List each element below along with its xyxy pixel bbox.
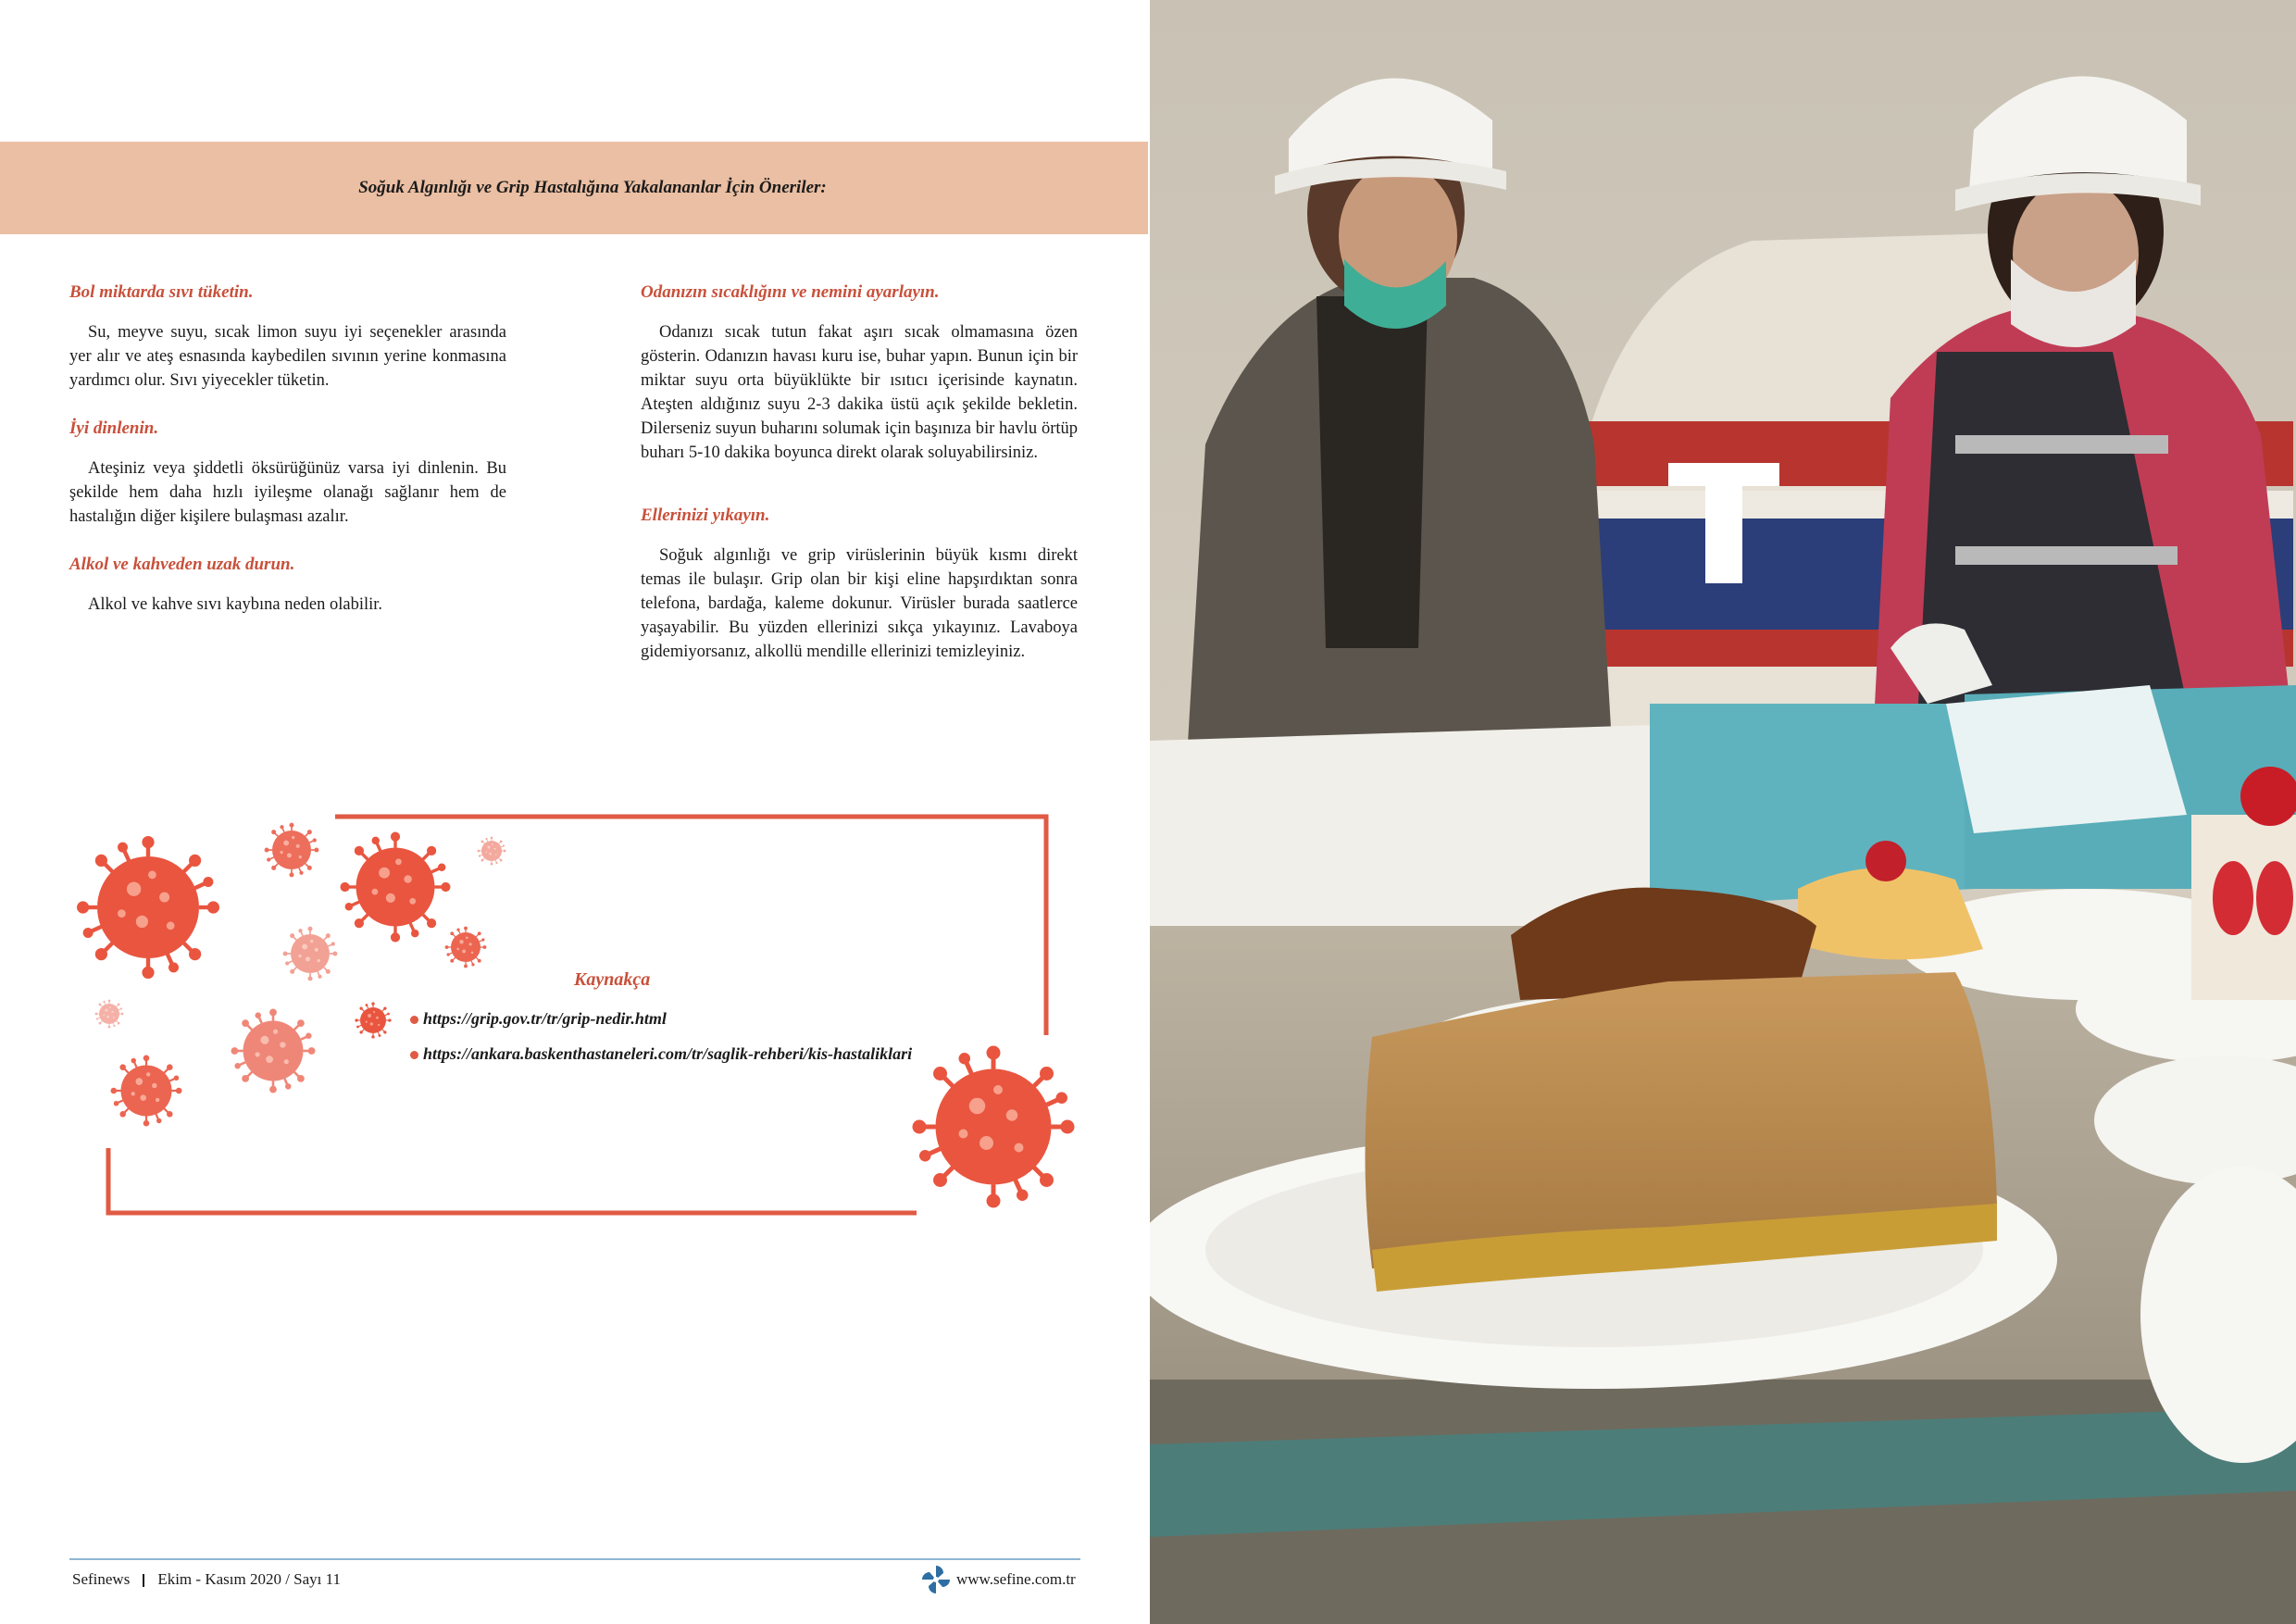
bullet-icon [410, 1051, 418, 1059]
tip-title: Odanızın sıcaklığını ve nemini ayarlayın. [641, 282, 940, 302]
tip-body: Odanızı sıcak tutun fakat aşırı sıcak olmamasına özen gösterin. Odanızın havası kuru ise, buhar yapın. Bunun için bir miktar suyu orta büyüklükte bir ısıtıcı içerisinde kaynatın. Ateşten aldığınız suyu 2-3 dakika üstü açık şekilde bekletin. Dilerseniz suyun buharını solumak için başınıza bir havlu örtüp buharı 5-10 dakika boyunca direkt olarak soluyabilirsiniz. [641, 323, 1078, 462]
footer-rule [69, 1558, 1080, 1560]
footer-left [72, 1570, 341, 1589]
reference-link[interactable]: https://ankara.baskenthastaneleri.com/tr/saglik-rehberi/kis-hastaliklari [423, 1044, 913, 1063]
footer-separator [143, 1574, 144, 1587]
virus-icon [347, 995, 403, 1051]
bullet-icon [410, 1016, 418, 1024]
photo-workers-cakes [1150, 0, 2296, 1624]
banner-title: Soğuk Algınlığı ve Grip Hastalığına Yakalananlar İçin Öneriler: [358, 178, 827, 197]
tip-title: İyi dinlenin. [69, 418, 159, 438]
tip-title: Ellerinizi yıkayın. [641, 506, 770, 525]
tip-body: Ateşiniz veya şiddetli öksürüğünüz varsa iyi dinlenin. Bu şekilde hem daha hızlı iyileşme olanağı sağlanır hem de hastalığın diğer kişilere bulaşması azalır. [69, 459, 506, 526]
sefine-logo-icon [919, 1563, 953, 1596]
reference-item[interactable] [410, 1006, 966, 1031]
references-title: Kaynakça [574, 969, 651, 990]
virus-icon [468, 829, 523, 884]
reference-item[interactable] [398, 1042, 935, 1067]
website-link[interactable]: www.sefine.com.tr [956, 1570, 1076, 1588]
reference-link[interactable]: https://grip.gov.tr/tr/grip-nedir.html [423, 1009, 667, 1028]
virus-cluster-icon [65, 815, 343, 1148]
virus-icon [435, 921, 500, 986]
tip-title: Bol miktarda sıvı tüketin. [69, 282, 254, 302]
photo-illustration [1150, 0, 2296, 1624]
tip-body: Soğuk algınlığı ve grip virüslerinin büyük kısmı direkt temas ile bulaşır. Grip olan bir kişi eline hapşırdıktan sonra telefona, bardağa, kaleme dokunur. Virüsler burada saatlerce yaşayabilir. Bu yüzden ellerinizi sıkça yıkayınız. Lavaboya gidemiyorsanız, alkollü mendille ellerinizi temizleyiniz. [641, 546, 1078, 661]
tip-title: Alkol ve kahveden uzak durun. [69, 555, 295, 574]
footer-right [919, 1563, 1076, 1596]
issue-info: Ekim - Kasım 2020 / Sayı 11 [157, 1570, 342, 1588]
magazine-name: Sefinews [72, 1570, 131, 1588]
tip-body: Alkol ve kahve sıvı kaybına neden olabilir. [88, 595, 383, 614]
tip-body: Su, meyve suyu, sıcak limon suyu iyi seçenekler arasında yer alır ve ateş esnasında kaybedilen sıvının yerine konmasına yardımcı olur. Sıvı yiyecekler tüketin. [69, 323, 506, 390]
virus-icon [905, 1042, 1091, 1227]
